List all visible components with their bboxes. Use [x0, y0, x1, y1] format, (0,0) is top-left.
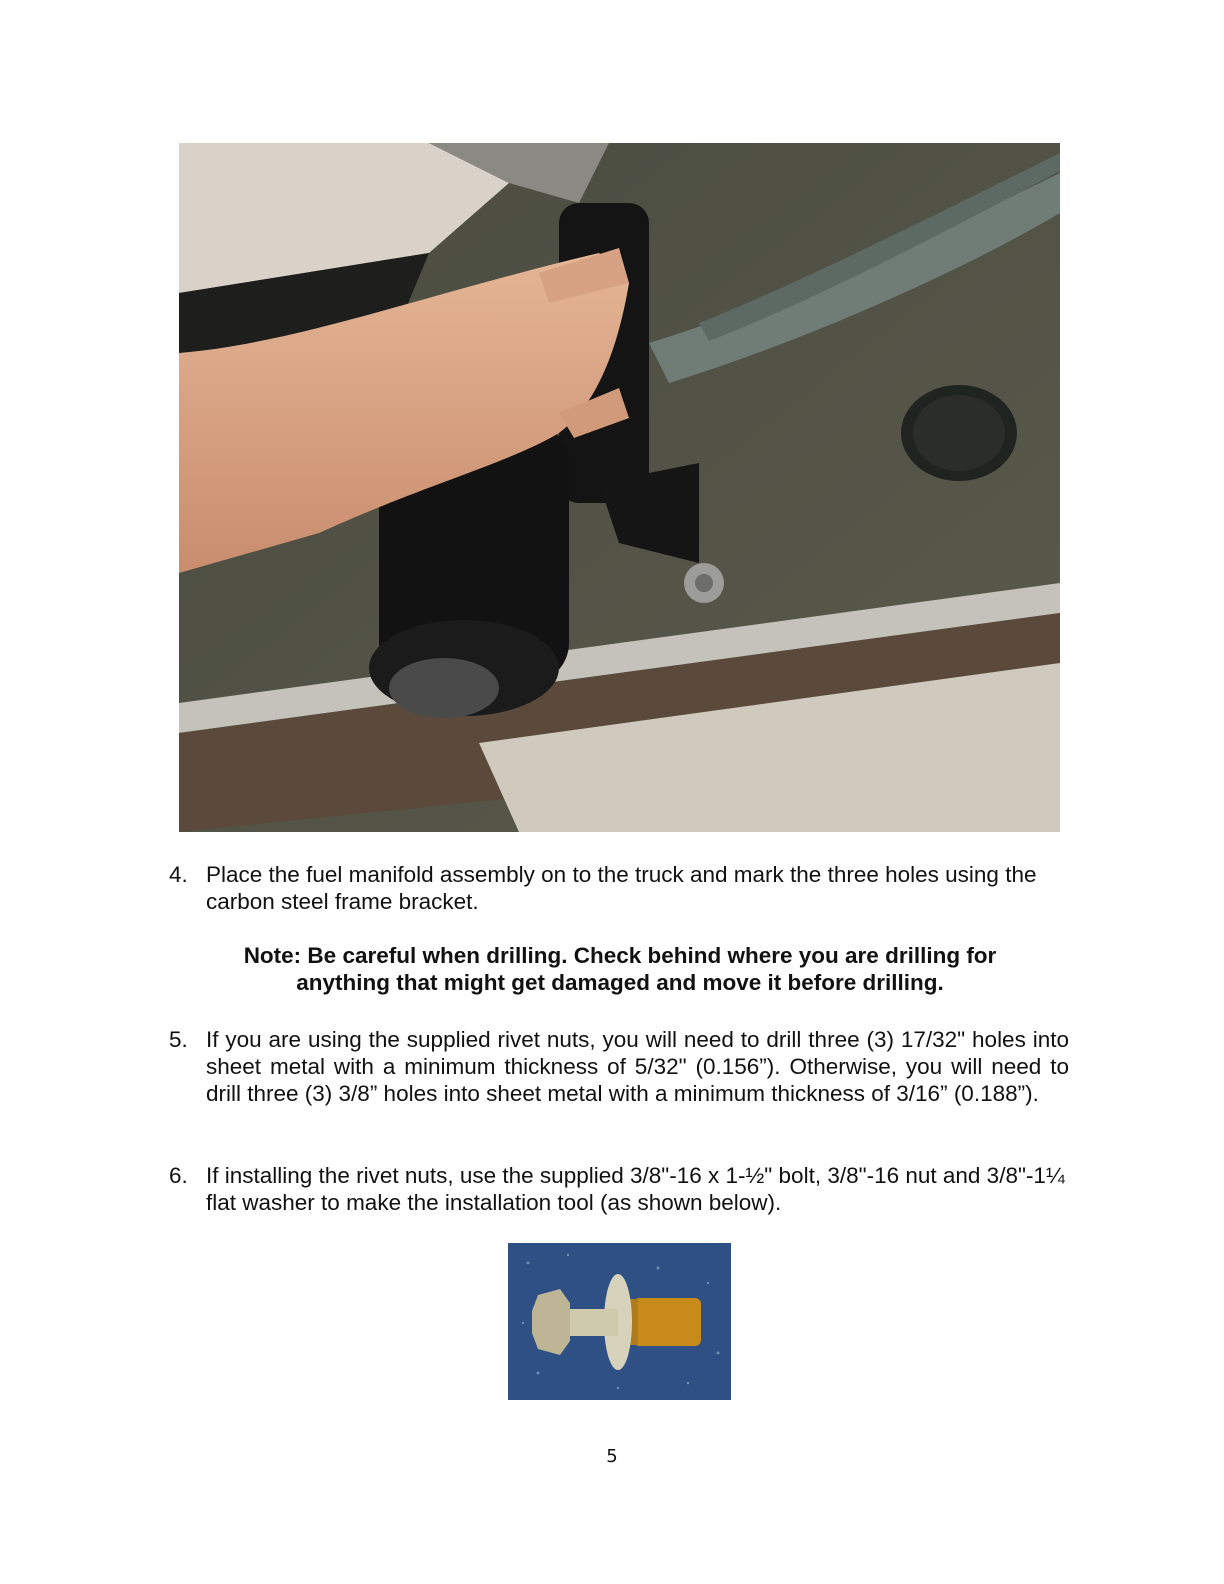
step-5 [169, 1026, 1069, 1107]
step-4 [169, 861, 1069, 915]
step-text: If installing the rivet nuts, use the supplied 3/8"-16 x 1-½" bolt, 3/8"-16 nut and 3/8"-1¼ flat washer to make the installation tool (as shown below). [206, 1163, 1065, 1215]
step-number: 5. [169, 1027, 188, 1052]
fuel-manifold-installation-photo [179, 143, 1060, 832]
drilling-note: Note: Be careful when drilling. Check behind where you are drilling for anything that might get damaged and move it before drilling. [243, 943, 997, 995]
step-6 [169, 1162, 1069, 1216]
step-number: 4. [169, 862, 188, 887]
step-text: If you are using the supplied rivet nuts, you will need to drill three (3) 17/32" holes into sheet metal with a minimum thickness of 5/32" (0.156”). Otherwise, you will need to drill three (3) 3/8” holes into sheet metal with a minimum thickness of 3/16” (0.188”). [206, 1027, 1069, 1106]
page-number: 5 [606, 1446, 618, 1467]
installation-tool-photo [508, 1243, 731, 1400]
step-text: Place the fuel manifold assembly on to the truck and mark the three holes using the carbon steel frame bracket. [206, 862, 1037, 914]
step-number: 6. [169, 1163, 188, 1188]
